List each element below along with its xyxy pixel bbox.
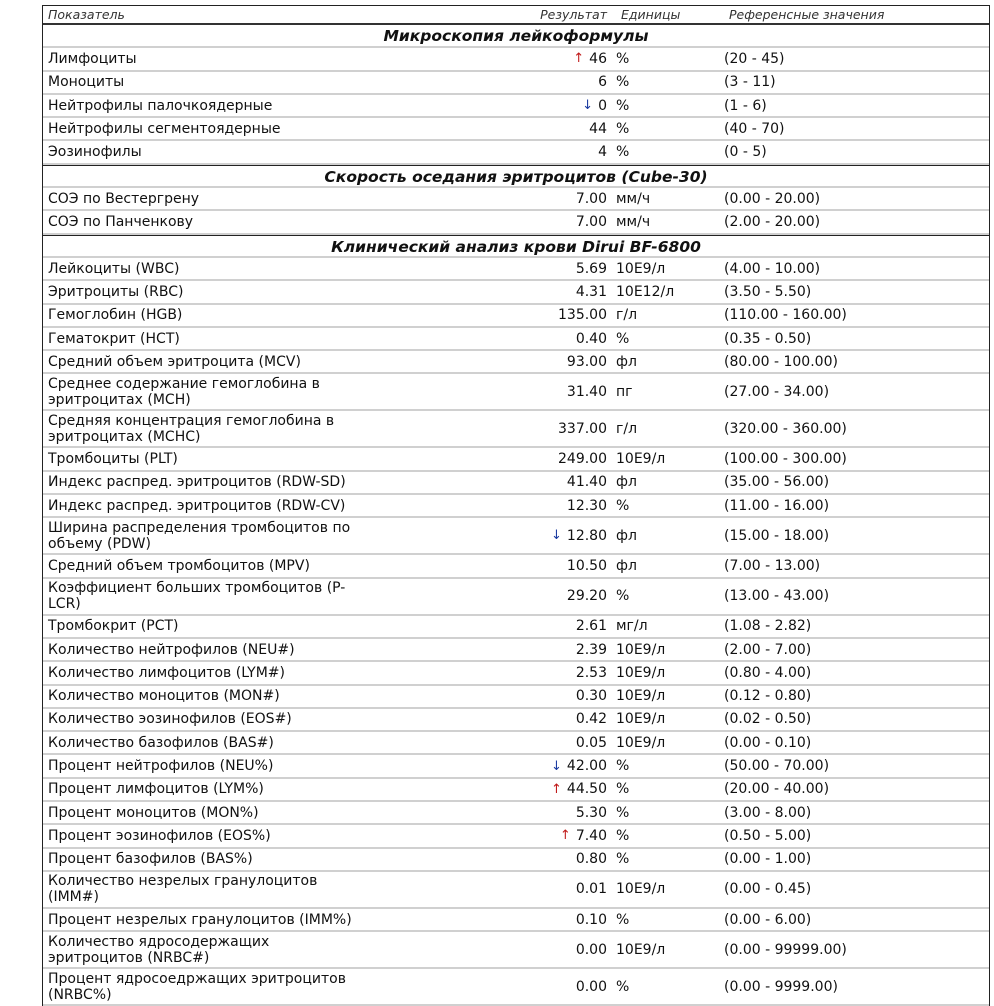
unit: % <box>616 497 630 514</box>
table-row <box>43 211 989 234</box>
reference-range: (3.00 - 8.00) <box>724 804 812 821</box>
table-row <box>43 686 989 709</box>
result-number: 5.30 <box>575 804 607 821</box>
result-number: 2.61 <box>575 618 607 635</box>
reference-range: (110.00 - 160.00) <box>724 307 847 324</box>
result-number: 0.00 <box>575 978 607 995</box>
result-value <box>551 779 607 800</box>
table-row <box>43 849 989 872</box>
result-value <box>558 305 607 326</box>
reference-range: (27.00 - 34.00) <box>724 383 830 400</box>
result-value <box>576 188 607 209</box>
reference-range: (0.00 - 99999.00) <box>724 941 847 958</box>
test-name: Коэффициент больших тромбоцитов (P-LCR) <box>48 580 346 613</box>
result-value <box>576 258 607 279</box>
unit: пг <box>616 383 633 400</box>
table-row <box>43 351 989 374</box>
result-number: 4.31 <box>575 283 607 300</box>
table-row <box>43 48 989 71</box>
table-row <box>43 411 989 448</box>
table-header <box>43 6 989 25</box>
test-name: Количество нейтрофилов (NEU#) <box>48 641 295 658</box>
result-number: 42.00 <box>566 758 607 775</box>
table-row <box>43 188 989 211</box>
result-value <box>576 909 607 930</box>
table-row <box>43 779 989 802</box>
unit: % <box>616 588 630 605</box>
test-name: Нейтрофилы сегментоядерные <box>48 120 281 137</box>
reference-range: (3 - 11) <box>724 74 776 91</box>
reference-range: (0.12 - 0.80) <box>724 688 812 705</box>
unit: 10E9/л <box>616 881 666 898</box>
reference-range: (15.00 - 18.00) <box>724 527 830 544</box>
table-row <box>43 281 989 304</box>
reference-range: (0.00 - 0.10) <box>724 734 812 751</box>
unit: г/л <box>616 307 638 324</box>
result-value <box>576 281 607 302</box>
result-value <box>567 472 607 493</box>
arrow-up-icon: ↑ <box>573 51 585 67</box>
reference-range: (0 - 5) <box>724 144 767 161</box>
test-name: Количество моноцитов (MON#) <box>48 688 280 705</box>
unit: мм/ч <box>616 190 651 207</box>
test-name: Средний объем эритроцита (MCV) <box>48 353 301 370</box>
result-number: 5.69 <box>575 260 607 277</box>
header-name: Показатель <box>48 6 125 22</box>
table-row <box>43 639 989 662</box>
table-row <box>43 555 989 578</box>
reference-range: (50.00 - 70.00) <box>724 758 830 775</box>
table-row <box>43 141 989 164</box>
result-value <box>567 374 607 409</box>
result-number: 0.42 <box>575 711 607 728</box>
test-name: Нейтрофилы палочкоядерные <box>48 97 273 114</box>
reference-range: (0.35 - 0.50) <box>724 330 812 347</box>
unit: 10E9/л <box>616 941 666 958</box>
result-value <box>567 579 607 614</box>
table-row <box>43 328 989 351</box>
unit: % <box>616 978 630 995</box>
result-number: 7.00 <box>575 190 607 207</box>
reference-range: (100.00 - 300.00) <box>724 451 847 468</box>
test-name: Количество ядросодержащих эритроцитов (NRBC#) <box>48 933 270 966</box>
unit: % <box>616 97 630 114</box>
test-name: Процент незрелых гранулоцитов (IMM%) <box>48 911 352 928</box>
unit: 10E9/л <box>616 711 666 728</box>
section-title: Микроскопия лейкоформулы <box>43 25 989 48</box>
table-row <box>43 662 989 685</box>
unit: 10E9/л <box>616 641 666 658</box>
reference-range: (3.50 - 5.50) <box>724 283 812 300</box>
unit: 10E9/л <box>616 451 666 468</box>
arrow-down-icon: ↓ <box>582 98 594 114</box>
header-result: Результат <box>540 7 607 22</box>
table-row <box>43 616 989 639</box>
table-row <box>43 579 989 616</box>
unit: % <box>616 330 630 347</box>
unit: % <box>616 758 630 775</box>
test-name: Гемоглобин (HGB) <box>48 307 183 324</box>
result-number: 0.01 <box>575 881 607 898</box>
section-title: Скорость оседания эритроцитов (Cube-30) <box>43 165 989 188</box>
table-row <box>43 258 989 281</box>
reference-range: (11.00 - 16.00) <box>724 497 830 514</box>
test-name: Тромбоциты (PLT) <box>48 451 178 468</box>
unit: % <box>616 781 630 798</box>
results-table <box>42 5 990 1006</box>
table-row <box>43 495 989 518</box>
unit: 10E9/л <box>616 688 666 705</box>
result-value <box>576 616 607 637</box>
table-row <box>43 472 989 495</box>
section-title: Клинический анализ крови Dirui BF-6800 <box>43 235 989 258</box>
result-value <box>576 932 607 967</box>
unit: 10E12/л <box>616 283 675 300</box>
result-value <box>598 141 607 162</box>
result-value <box>576 211 607 232</box>
result-number: 12.30 <box>566 497 607 514</box>
unit: фл <box>616 353 637 370</box>
test-name: СОЭ по Вестергрену <box>48 190 200 207</box>
reference-range: (20.00 - 40.00) <box>724 781 830 798</box>
unit: % <box>616 144 630 161</box>
result-value <box>576 662 607 683</box>
test-name: СОЭ по Панченкову <box>48 214 194 231</box>
test-name: Количество эозинофилов (EOS#) <box>48 711 292 728</box>
result-value <box>551 755 607 776</box>
test-name: Ширина распределения тромбоцитов по объему (PDW) <box>48 519 351 552</box>
result-value <box>576 328 607 349</box>
result-number: 44.50 <box>566 781 607 798</box>
test-name: Количество базофилов (BAS#) <box>48 734 274 751</box>
table-row <box>43 825 989 848</box>
result-number: 337.00 <box>558 420 607 437</box>
reference-range: (35.00 - 56.00) <box>724 474 830 491</box>
reference-range: (20 - 45) <box>724 50 785 67</box>
result-value <box>576 802 607 823</box>
unit: 10E9/л <box>616 260 666 277</box>
test-name: Процент ядросоедржащих эритроцитов (NRBC%) <box>48 970 346 1003</box>
result-value <box>558 411 607 446</box>
result-number: 249.00 <box>558 451 607 468</box>
table-row <box>43 448 989 471</box>
result-number: 4 <box>598 144 607 161</box>
result-number: 0.05 <box>575 734 607 751</box>
unit: % <box>616 74 630 91</box>
result-number: 44 <box>589 120 607 137</box>
table-row <box>43 305 989 328</box>
test-name: Лейкоциты (WBC) <box>48 260 180 277</box>
test-name: Количество незрелых гранулоцитов (IMM#) <box>48 873 318 906</box>
result-number: 0.80 <box>575 851 607 868</box>
header-units: Единицы <box>621 7 681 22</box>
table-row <box>43 872 989 909</box>
result-value <box>567 495 607 516</box>
unit: % <box>616 804 630 821</box>
result-number: 135.00 <box>558 307 607 324</box>
result-value <box>576 686 607 707</box>
test-name: Процент лимфоцитов (LYM%) <box>48 781 264 798</box>
test-name: Индекс распред. эритроцитов (RDW-SD) <box>48 474 346 491</box>
test-name: Средний объем тромбоцитов (MPV) <box>48 557 310 574</box>
unit: % <box>616 827 630 844</box>
table-row <box>43 732 989 755</box>
table-row <box>43 518 989 555</box>
reference-range: (2.00 - 7.00) <box>724 641 812 658</box>
test-name: Гематокрит (HCT) <box>48 330 180 347</box>
result-number: 46 <box>589 50 607 67</box>
header-reference: Референсные значения <box>729 7 885 22</box>
result-number: 7.00 <box>575 214 607 231</box>
unit: фл <box>616 557 637 574</box>
unit: 10E9/л <box>616 734 666 751</box>
result-value <box>573 48 607 69</box>
reference-range: (0.02 - 0.50) <box>724 711 812 728</box>
reference-range: (0.80 - 4.00) <box>724 664 812 681</box>
result-number: 2.39 <box>575 641 607 658</box>
result-value <box>576 872 607 907</box>
unit: 10E9/л <box>616 664 666 681</box>
reference-range: (0.00 - 20.00) <box>724 190 821 207</box>
table-row <box>43 755 989 778</box>
reference-range: (40 - 70) <box>724 120 785 137</box>
result-number: 0.10 <box>575 911 607 928</box>
reference-range: (1.08 - 2.82) <box>724 618 812 635</box>
test-name: Моноциты <box>48 74 125 91</box>
reference-range: (0.00 - 1.00) <box>724 851 812 868</box>
result-number: 6 <box>598 74 607 91</box>
reference-range: (0.50 - 5.00) <box>724 827 812 844</box>
result-value <box>576 969 607 1004</box>
unit: % <box>616 50 630 67</box>
reference-range: (0.00 - 0.45) <box>724 881 812 898</box>
table-row <box>43 802 989 825</box>
table-row <box>43 374 989 411</box>
result-number: 41.40 <box>566 474 607 491</box>
table-row <box>43 72 989 95</box>
result-value <box>567 555 607 576</box>
unit: фл <box>616 527 637 544</box>
result-number: 0.00 <box>575 941 607 958</box>
test-name: Среднее содержание гемоглобина в эритроцитах (MCH) <box>48 375 320 408</box>
table-row <box>43 932 989 969</box>
table-row <box>43 969 989 1006</box>
unit: % <box>616 851 630 868</box>
table-row <box>43 709 989 732</box>
test-name: Процент эозинофилов (EOS%) <box>48 827 271 844</box>
result-number: 2.53 <box>575 664 607 681</box>
reference-range: (320.00 - 360.00) <box>724 420 847 437</box>
unit: мм/ч <box>616 214 651 231</box>
reference-range: (1 - 6) <box>724 97 767 114</box>
unit: % <box>616 120 630 137</box>
reference-range: (0.00 - 9999.00) <box>724 978 838 995</box>
test-name: Процент базофилов (BAS%) <box>48 851 253 868</box>
test-name: Процент нейтрофилов (NEU%) <box>48 758 274 775</box>
arrow-up-icon: ↑ <box>559 828 571 844</box>
reference-range: (13.00 - 43.00) <box>724 588 830 605</box>
result-value <box>576 732 607 753</box>
unit: фл <box>616 474 637 491</box>
result-number: 12.80 <box>566 527 607 544</box>
result-number: 10.50 <box>566 557 607 574</box>
result-number: 93.00 <box>566 353 607 370</box>
table-row <box>43 95 989 118</box>
result-value <box>567 351 607 372</box>
result-number: 29.20 <box>566 588 607 605</box>
result-value <box>598 72 607 93</box>
unit: мг/л <box>616 618 648 635</box>
test-name: Количество лимфоцитов (LYM#) <box>48 664 285 681</box>
result-value <box>576 639 607 660</box>
result-value <box>576 849 607 870</box>
result-value <box>560 825 607 846</box>
result-number: 0 <box>598 97 607 114</box>
reference-range: (4.00 - 10.00) <box>724 260 821 277</box>
table-row <box>43 118 989 141</box>
arrow-up-icon: ↑ <box>551 781 562 797</box>
test-name: Индекс распред. эритроцитов (RDW-CV) <box>48 497 346 514</box>
result-value <box>551 518 607 553</box>
result-number: 7.40 <box>575 827 607 844</box>
result-value <box>576 709 607 730</box>
table-row <box>43 909 989 932</box>
arrow-down-icon: ↓ <box>551 528 562 544</box>
arrow-down-icon: ↓ <box>551 758 562 774</box>
test-name: Эритроциты (RBC) <box>48 283 184 300</box>
result-value <box>589 118 607 139</box>
result-number: 0.40 <box>575 330 607 347</box>
reference-range: (0.00 - 6.00) <box>724 911 812 928</box>
unit: % <box>616 911 630 928</box>
test-name: Эозинофилы <box>48 144 142 161</box>
unit: г/л <box>616 420 638 437</box>
test-name: Лимфоциты <box>48 50 137 67</box>
test-name: Средняя концентрация гемоглобина в эритроцитах (MCHC) <box>48 412 335 445</box>
result-number: 0.30 <box>575 688 607 705</box>
result-number: 31.40 <box>566 383 607 400</box>
reference-range: (2.00 - 20.00) <box>724 214 821 231</box>
test-name: Процент моноцитов (MON%) <box>48 804 259 821</box>
test-name: Тромбокрит (PCT) <box>48 618 179 635</box>
reference-range: (80.00 - 100.00) <box>724 353 838 370</box>
result-value <box>558 448 607 469</box>
reference-range: (7.00 - 13.00) <box>724 557 821 574</box>
result-value <box>582 95 607 116</box>
